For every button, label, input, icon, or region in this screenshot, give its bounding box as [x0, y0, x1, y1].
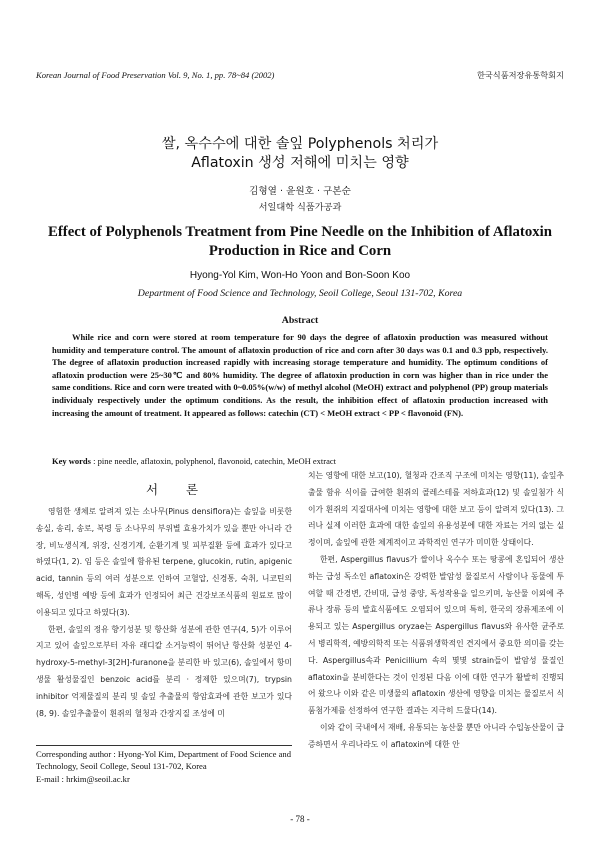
korean-title-line2: Aflatoxin 생성 저해에 미치는 영향	[191, 155, 409, 171]
footnote-divider	[36, 745, 292, 746]
english-affiliation: Department of Food Science and Technology, Seoil College, Seoul 131-702, Korea	[137, 288, 463, 299]
left-column	[36, 504, 292, 722]
english-title	[0, 223, 600, 261]
corresponding-author: Corresponding author : Hyong-Yol Kim, Department of Food Science and Technology, Seoil College, Seoul 131-702, Korea	[36, 749, 291, 772]
korean-authors: 김형열 · 윤원호 · 구본순	[249, 186, 351, 197]
right-paragraph-3: 이와 같이 국내에서 재배, 유통되는 농산물 뿐만 아니라 수입농산물이 급증하면서 우리나라도 이 aflatoxin에 대한 안	[308, 722, 564, 749]
right-paragraph-1: 치는 영향에 대한 보고(10), 혈청과 간조직 구조에 미치는 영향(11), 솔잎추출물 함유 식이를 급여한 흰쥐의 콜레스테롤 저하효과(12) 및 솔잎첨가 식이가 흰쥐의 지질대사에 미치는 영향에 대한 보고 등이 알려져 있다(13). 그러나 실제 이러한 효과에 대한 솔잎의 유용성분에 대한 자료는 거의 없는 실정이며, 솔잎에 관한 체계적이고 과학적인 연구가 미미한 상태이다.	[308, 471, 564, 548]
section-title-introduction: 서 론	[146, 482, 211, 497]
abstract-text: While rice and corn were stored at room temperature for 90 days the degree of aflatoxin production was measured without humidity and temperature control. The amount of aflatoxin production of rice and corn after 30 days was 0.1 and 0.3 ppb, respectively. The degree of aflatoxin production increased rapidly with increasing storage temperature and humidity. The optimum conditions of aflatoxin production were 25~30℃ and 80% humidity. The degree of aflatoxin production in corn was higher than in rice under the same conditions. Rice and corn were treated with 0~0.05%(w/w) of methyl alcohol (MeOH) extract and polyphenol (PP) group materials individualy respectively under the optimum conditions. As the result, the inhibition effect of aflatoxin production increased with increasing the amount of treatment. It appeared as follows: catechin (CT) < MeOH extract < PP < flavonoid (FN).	[52, 332, 548, 418]
left-paragraph-1: 영험한 생체로 알려져 있는 소나무(Pinus densiflora)는 솔잎을 비롯한 송실, 송리, 송로, 복령 등 소나무의 부위별 효용가치가 있을 뿐만 아니라 간장, 비뇨생식계, 위장, 신경기계, 순환기계 및 피부질환 등에 효과가 있다고 하였다(1, 2). 임 등은 솔잎에 함유된 terpene, glucokin, rutin, apigenic acid, tannin 등의 여러 성분으로 인하여 고혈압, 신경통, 숙취, 니코틴의 해독, 성인병 예방 등에 효과가 인정되어 최근 건강보조식품의 원료로 많이 이용되고 있다고 하였다(3).	[36, 507, 292, 617]
abstract-body	[52, 331, 548, 419]
korean-title-line1: 쌀, 옥수수에 대한 솔잎 Polyphenols 처리가	[161, 136, 439, 152]
korean-title	[0, 135, 600, 173]
right-paragraph-2: 한편, Aspergillus flavus가 쌀이나 옥수수 또는 땅콩에 혼입되어 생산하는 급성 독소인 aflatoxin은 강력한 발암성 물질로서 사람이나 동물에 투여할 때 간경변, 간비대, 급성 중양, 독성작용을 일으키며, 농산물 이외에 주류나 장류 등의 발효식품에도 오염되어 있으며 특히, 한국의 장류제조에 이용되고 있는 Aspergillus oryzae는 Aspergillus flavus와 유사한 균주로서 병리학적, 예방의학적 또는 식품위생학적인 견지에서 중요한 의미를 갖는다. Aspergillus속과 Penicillium 속의 몇몇 strain들이 발암성 물질인 aflatoxin을 분비한다는 것이 인정된 다음 이에 대한 연구가 활발히 진행되어 왔으나 이와 같은 미생물의 aflatoxin 생산에 영향을 미치는 물질로서 식품첨가제를 선정하여 연구한 결과는 지극히 드물다(14).	[308, 554, 564, 716]
footnote	[36, 748, 292, 785]
abstract-heading: Abstract	[281, 315, 319, 326]
left-paragraph-2: 한편, 솔잎의 정유 향기성분 및 항산화 성분에 관한 연구(4, 5)가 이루어지고 있어 솔잎으로부터 자유 래디칼 소거능력이 뛰어난 항산화 성분인 4-hydroxy-5-methyl-3[2H]-furanone을 분리한 바 있고(6), 솔잎에서 항미생물 활성물질인 benzoic acid를 분리 · 정제한 있으며(7), trypsin inhibitor 억제물질의 분리 및 솔잎 추출물의 항암효과에 관한 보고가 있다(8, 9). 솔잎추출물이 흰쥐의 혈청과 간장지질 조성에 미	[36, 624, 292, 718]
english-authors: Hyong-Yol Kim, Won-Ho Yoon and Bon-Soon Koo	[189, 270, 411, 281]
keywords-label: Key words	[52, 456, 91, 466]
keywords-text: : pine needle, aflatoxin, polyphenol, flavonoid, catechin, MeOH extract	[90, 456, 336, 466]
korean-affiliation: 서일대학 식품가공과	[258, 202, 342, 213]
journal-citation: Korean Journal of Food Preservation Vol. 9, No. 1, pp. 78~84 (2002)	[36, 70, 275, 80]
corresponding-email: E-mail : hrkim@seoil.ac.kr	[36, 773, 130, 784]
keywords	[52, 456, 548, 466]
right-column	[308, 468, 564, 754]
english-title-line2: Production in Rice and Corn	[208, 243, 392, 259]
english-title-line1: Effect of Polyphenols Treatment from Pine Needle on the Inhibition of Aflatoxin	[47, 224, 553, 240]
page-number: - 78 -	[290, 814, 310, 824]
society-name: 한국식품저장유통학회지	[476, 70, 564, 80]
